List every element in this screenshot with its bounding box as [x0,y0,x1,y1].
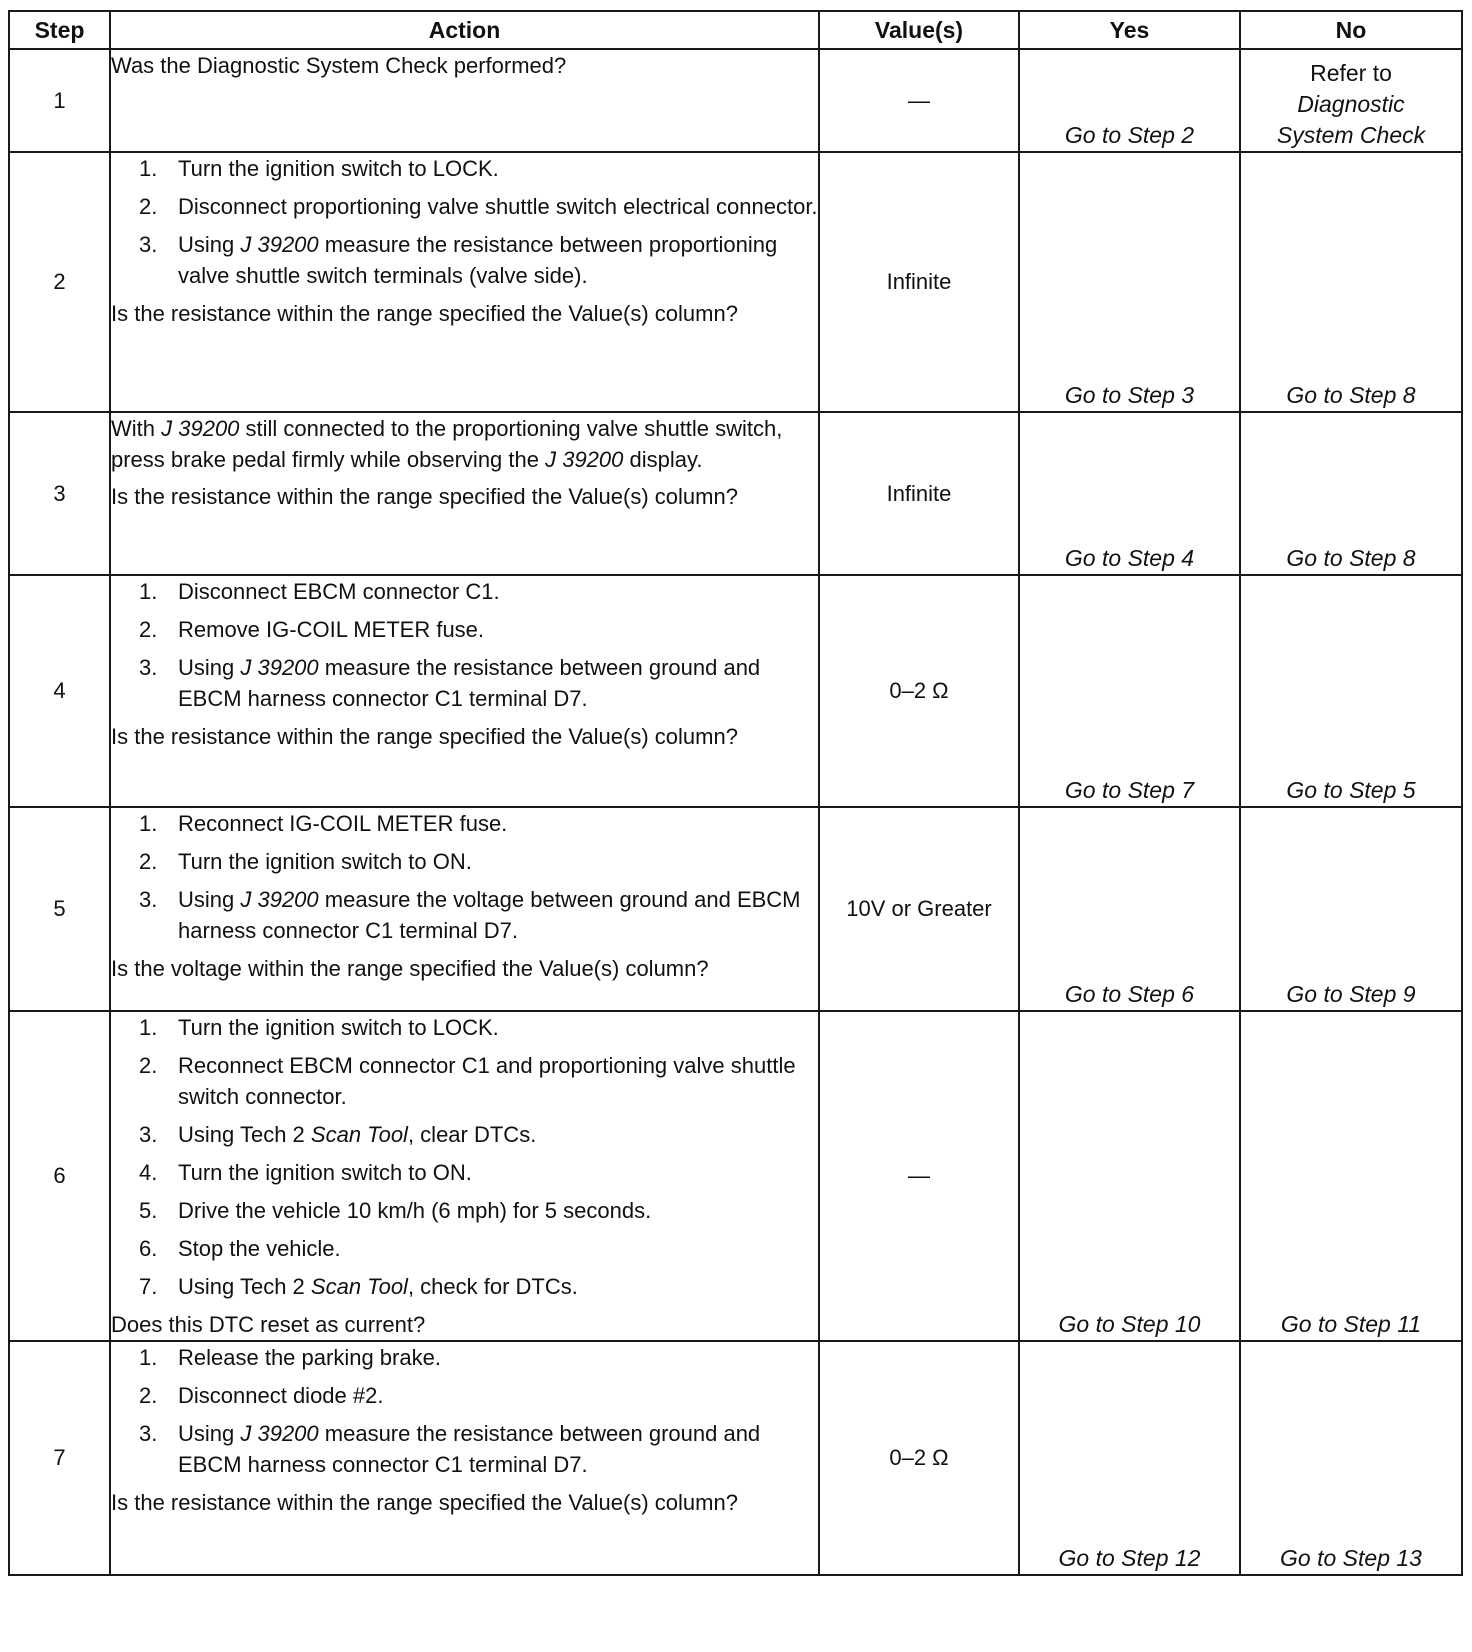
yes-cell: Go to Step 3 [1019,152,1240,412]
list-item: 2. Disconnect diode #2. [139,1383,384,1408]
table-row-step-1 [9,49,1462,152]
action-text: With J 39200 still connected to the proportioning valve shuttle switch, press brake pedal firmly while observing the J 39200 display. [111,416,783,472]
table-row-step-3 [9,412,1462,575]
table-row-step-6 [9,1011,1462,1341]
no-cell: Go to Step 5 [1240,575,1462,807]
action-cell [110,152,819,412]
list-item: 1. Reconnect IG-COIL METER fuse. [139,811,508,836]
substep-list [111,808,818,946]
action-cell [110,49,819,152]
list-item: 4. Turn the ignition switch to ON. [139,1160,472,1185]
list-item: 3. Using J 39200 measure the voltage between ground and EBCM harness connector C1 terminal D7. [139,887,801,943]
no-cell: Go to Step 8 [1240,412,1462,575]
question-text: Is the resistance within the range specified the Value(s) column? [111,301,738,326]
action-cell [110,807,819,1011]
no-cell: Go to Step 9 [1240,807,1462,1011]
table-row-step-2 [9,152,1462,412]
action-cell [110,575,819,807]
refer-prefix: Refer to [1310,60,1392,86]
value-cell: — [819,1011,1019,1341]
no-cell: Go to Step 8 [1240,152,1462,412]
substep-list [111,576,818,714]
substep-list [111,153,818,291]
no-cell: Go to Step 13 [1240,1341,1462,1575]
list-item: 3. Using J 39200 measure the resistance between ground and EBCM harness connector C1 terminal D7. [139,1421,761,1477]
yes-cell: Go to Step 12 [1019,1341,1240,1575]
header-no: No [1240,11,1462,49]
step-number: 6 [9,1011,110,1341]
table-row-step-5 [9,807,1462,1011]
action-cell [110,412,819,575]
value-cell: Infinite [819,412,1019,575]
list-item: 1. Turn the ignition switch to LOCK. [139,1015,499,1040]
substep-list [111,1012,818,1302]
diagnostic-table [8,10,1463,1576]
step-number: 1 [9,49,110,152]
table-row-step-4 [9,575,1462,807]
question-text: Is the resistance within the range specified the Value(s) column? [111,1490,738,1515]
refer-target: Diagnostic System Check [1276,91,1426,148]
step-number: 5 [9,807,110,1011]
no-cell [1240,49,1462,152]
yes-cell: Go to Step 10 [1019,1011,1240,1341]
question-text: Is the voltage within the range specified the Value(s) column? [111,956,709,981]
list-item: 1. Disconnect EBCM connector C1. [139,579,500,604]
step-number: 3 [9,412,110,575]
list-item: 1. Release the parking brake. [139,1345,441,1370]
substep-list [111,1342,818,1480]
step-number: 7 [9,1341,110,1575]
yes-cell: Go to Step 7 [1019,575,1240,807]
list-item: 5. Drive the vehicle 10 km/h (6 mph) for 5 seconds. [139,1198,652,1223]
step-number: 2 [9,152,110,412]
yes-cell: Go to Step 2 [1019,49,1240,152]
value-cell: 10V or Greater [819,807,1019,1011]
action-cell [110,1341,819,1575]
question-text: Is the resistance within the range specified the Value(s) column? [111,484,738,509]
question-text: Is the resistance within the range specified the Value(s) column? [111,724,738,749]
question-text: Does this DTC reset as current? [111,1312,426,1337]
step-number: 4 [9,575,110,807]
action-cell [110,1011,819,1341]
value-cell: Infinite [819,152,1019,412]
action-text: Was the Diagnostic System Check performed? [111,53,567,78]
table-row-step-7 [9,1341,1462,1575]
list-item: 2. Disconnect proportioning valve shuttle switch electrical connector. [139,194,818,219]
list-item: 3. Using J 39200 measure the resistance between proportioning valve shuttle switch terminals (valve side). [139,232,778,288]
list-item: 6. Stop the vehicle. [139,1236,341,1261]
list-item: 2. Reconnect EBCM connector C1 and proportioning valve shuttle switch connector. [139,1053,796,1109]
list-item: 7. Using Tech 2 Scan Tool, check for DTCs. [139,1274,578,1299]
no-cell: Go to Step 11 [1240,1011,1462,1341]
header-row [9,11,1462,49]
header-yes: Yes [1019,11,1240,49]
header-step: Step [9,11,110,49]
header-values: Value(s) [819,11,1019,49]
list-item: 2. Turn the ignition switch to ON. [139,849,472,874]
list-item: 3. Using Tech 2 Scan Tool, clear DTCs. [139,1122,537,1147]
value-cell: — [819,49,1019,152]
yes-cell: Go to Step 4 [1019,412,1240,575]
header-action: Action [110,11,819,49]
value-cell: 0–2 Ω [819,1341,1019,1575]
list-item: 3. Using J 39200 measure the resistance between ground and EBCM harness connector C1 terminal D7. [139,655,761,711]
yes-cell: Go to Step 6 [1019,807,1240,1011]
list-item: 1. Turn the ignition switch to LOCK. [139,156,499,181]
value-cell: 0–2 Ω [819,575,1019,807]
list-item: 2. Remove IG-COIL METER fuse. [139,617,485,642]
